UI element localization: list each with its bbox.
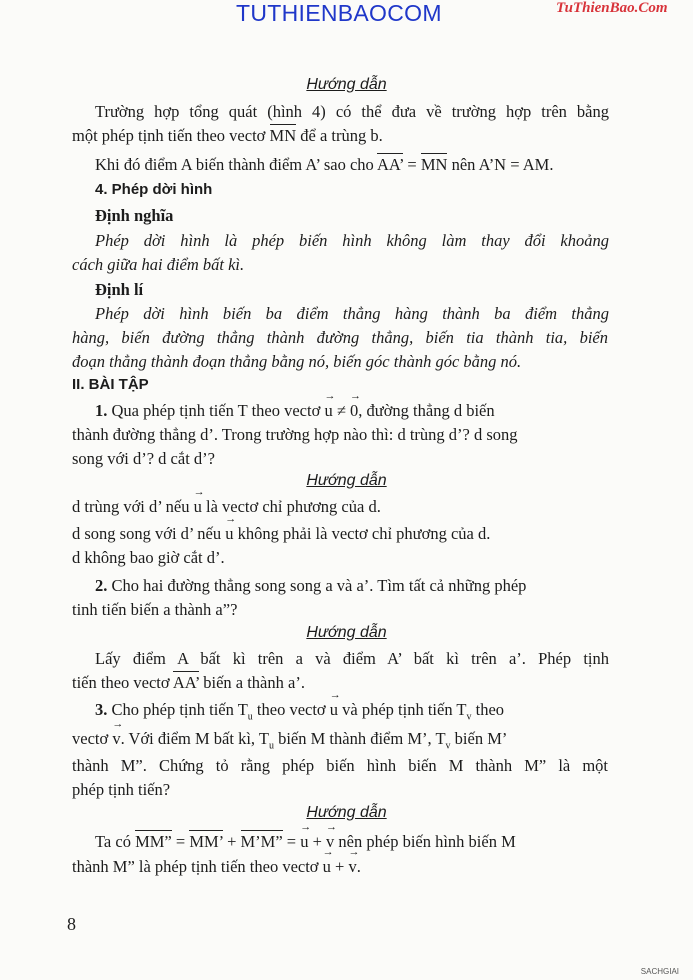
paragraph-line: một phép tịnh tiến theo vectơ MN để a trùng b. <box>72 126 383 145</box>
answer-line: d song song với d’ nếu → u không phải là vectơ chỉ phương của d. <box>72 524 490 544</box>
footer-logo: SACHGIAI <box>640 967 679 976</box>
paragraph-line: Khi đó điểm A biến thành điểm A’ sao cho AA’ = MN nên A’N = AM. <box>95 155 554 174</box>
answer-line: thành M” là phép tịnh tiến theo vectơ → u + → v. <box>72 857 361 877</box>
answer-line: d trùng với d’ nếu → u là vectơ chỉ phương của d. <box>72 497 381 517</box>
section-title: 4. Phép dời hình <box>95 181 213 198</box>
guide-heading: Hướng dẫn <box>306 804 387 821</box>
theorem-title: Định lí <box>95 280 144 299</box>
vector-mn: MN <box>269 126 297 145</box>
theorem-line: đoạn thẳng thành đoạn thẳng bằng nó, biến góc thành góc bằng nó. <box>72 352 522 371</box>
exercise-line: tinh tiến biến a thành a”? <box>72 600 238 619</box>
vector-aa: AA’ <box>172 673 200 692</box>
exercise-line: song với d’? d cắt d’? <box>72 449 215 468</box>
vector-mn: MN <box>420 155 448 174</box>
answer-line: tiến theo vectơ AA’ biến a thành a’. <box>72 673 305 692</box>
definition-line: Phép dời hình là phép biến hình không làm thay đổi khoảng <box>95 231 609 250</box>
exercise-line: thành M”. Chứng tỏ rằng phép biến hình biến M thành M” là một <box>72 756 608 775</box>
exercise-line: 1. Qua phép tịnh tiến T theo vectơ → u ≠ → 0, đường thẳng d biến <box>95 401 495 421</box>
answer-line: Lấy điểm A bất kì trên a và điểm A’ bất kì trên a’. Phép tịnh <box>95 649 609 668</box>
paragraph-line: Trường hợp tổng quát (hình 4) có thể đưa về trường hợp trên bằng <box>95 102 609 121</box>
exercise-line: vectơ → v. Với điểm M bất kì, $T_u$ biến M thành điểm M’, $T_v$ biến M’ <box>72 729 507 751</box>
watermark: TuThienBao.Com <box>556 0 668 16</box>
vector-aa: AA’ <box>377 155 404 174</box>
exercise-line: thành đường thẳng d’. Trong trường hợp nào thì: d trùng d’? d song <box>72 425 518 444</box>
site-header: TUTHIENBAOCOM <box>236 0 442 26</box>
guide-heading: Hướng dẫn <box>306 472 387 489</box>
answer-line: Ta có MM” = MM’ + M’M” = → u + → v nên phép biến hình biến M <box>95 832 516 852</box>
section-title: II. BÀI TẬP <box>72 376 149 393</box>
exercise-line: 2. Cho hai đường thẳng song song a và a’. Tìm tất cả những phép <box>95 576 527 595</box>
definition-line: cách giữa hai điểm bất kì. <box>72 255 245 274</box>
theorem-line: hàng, biến đường thẳng thành đường thẳng, biến tia thành tia, biến <box>72 328 608 347</box>
definition-title: Định nghĩa <box>95 206 174 225</box>
answer-line: d không bao giờ cắt d’. <box>72 548 225 567</box>
guide-heading: Hướng dẫn <box>306 76 387 93</box>
guide-heading: Hướng dẫn <box>306 624 387 641</box>
page-number: 8 <box>67 914 76 934</box>
exercise-line: phép tịnh tiến? <box>72 780 171 799</box>
theorem-line: Phép dời hình biến ba điểm thẳng hàng thành ba điểm thẳng <box>95 304 609 323</box>
exercise-line: 3. Cho phép tịnh tiến $T_u$ theo vectơ → u và phép tịnh tiến $T_v$ theo <box>95 700 504 722</box>
